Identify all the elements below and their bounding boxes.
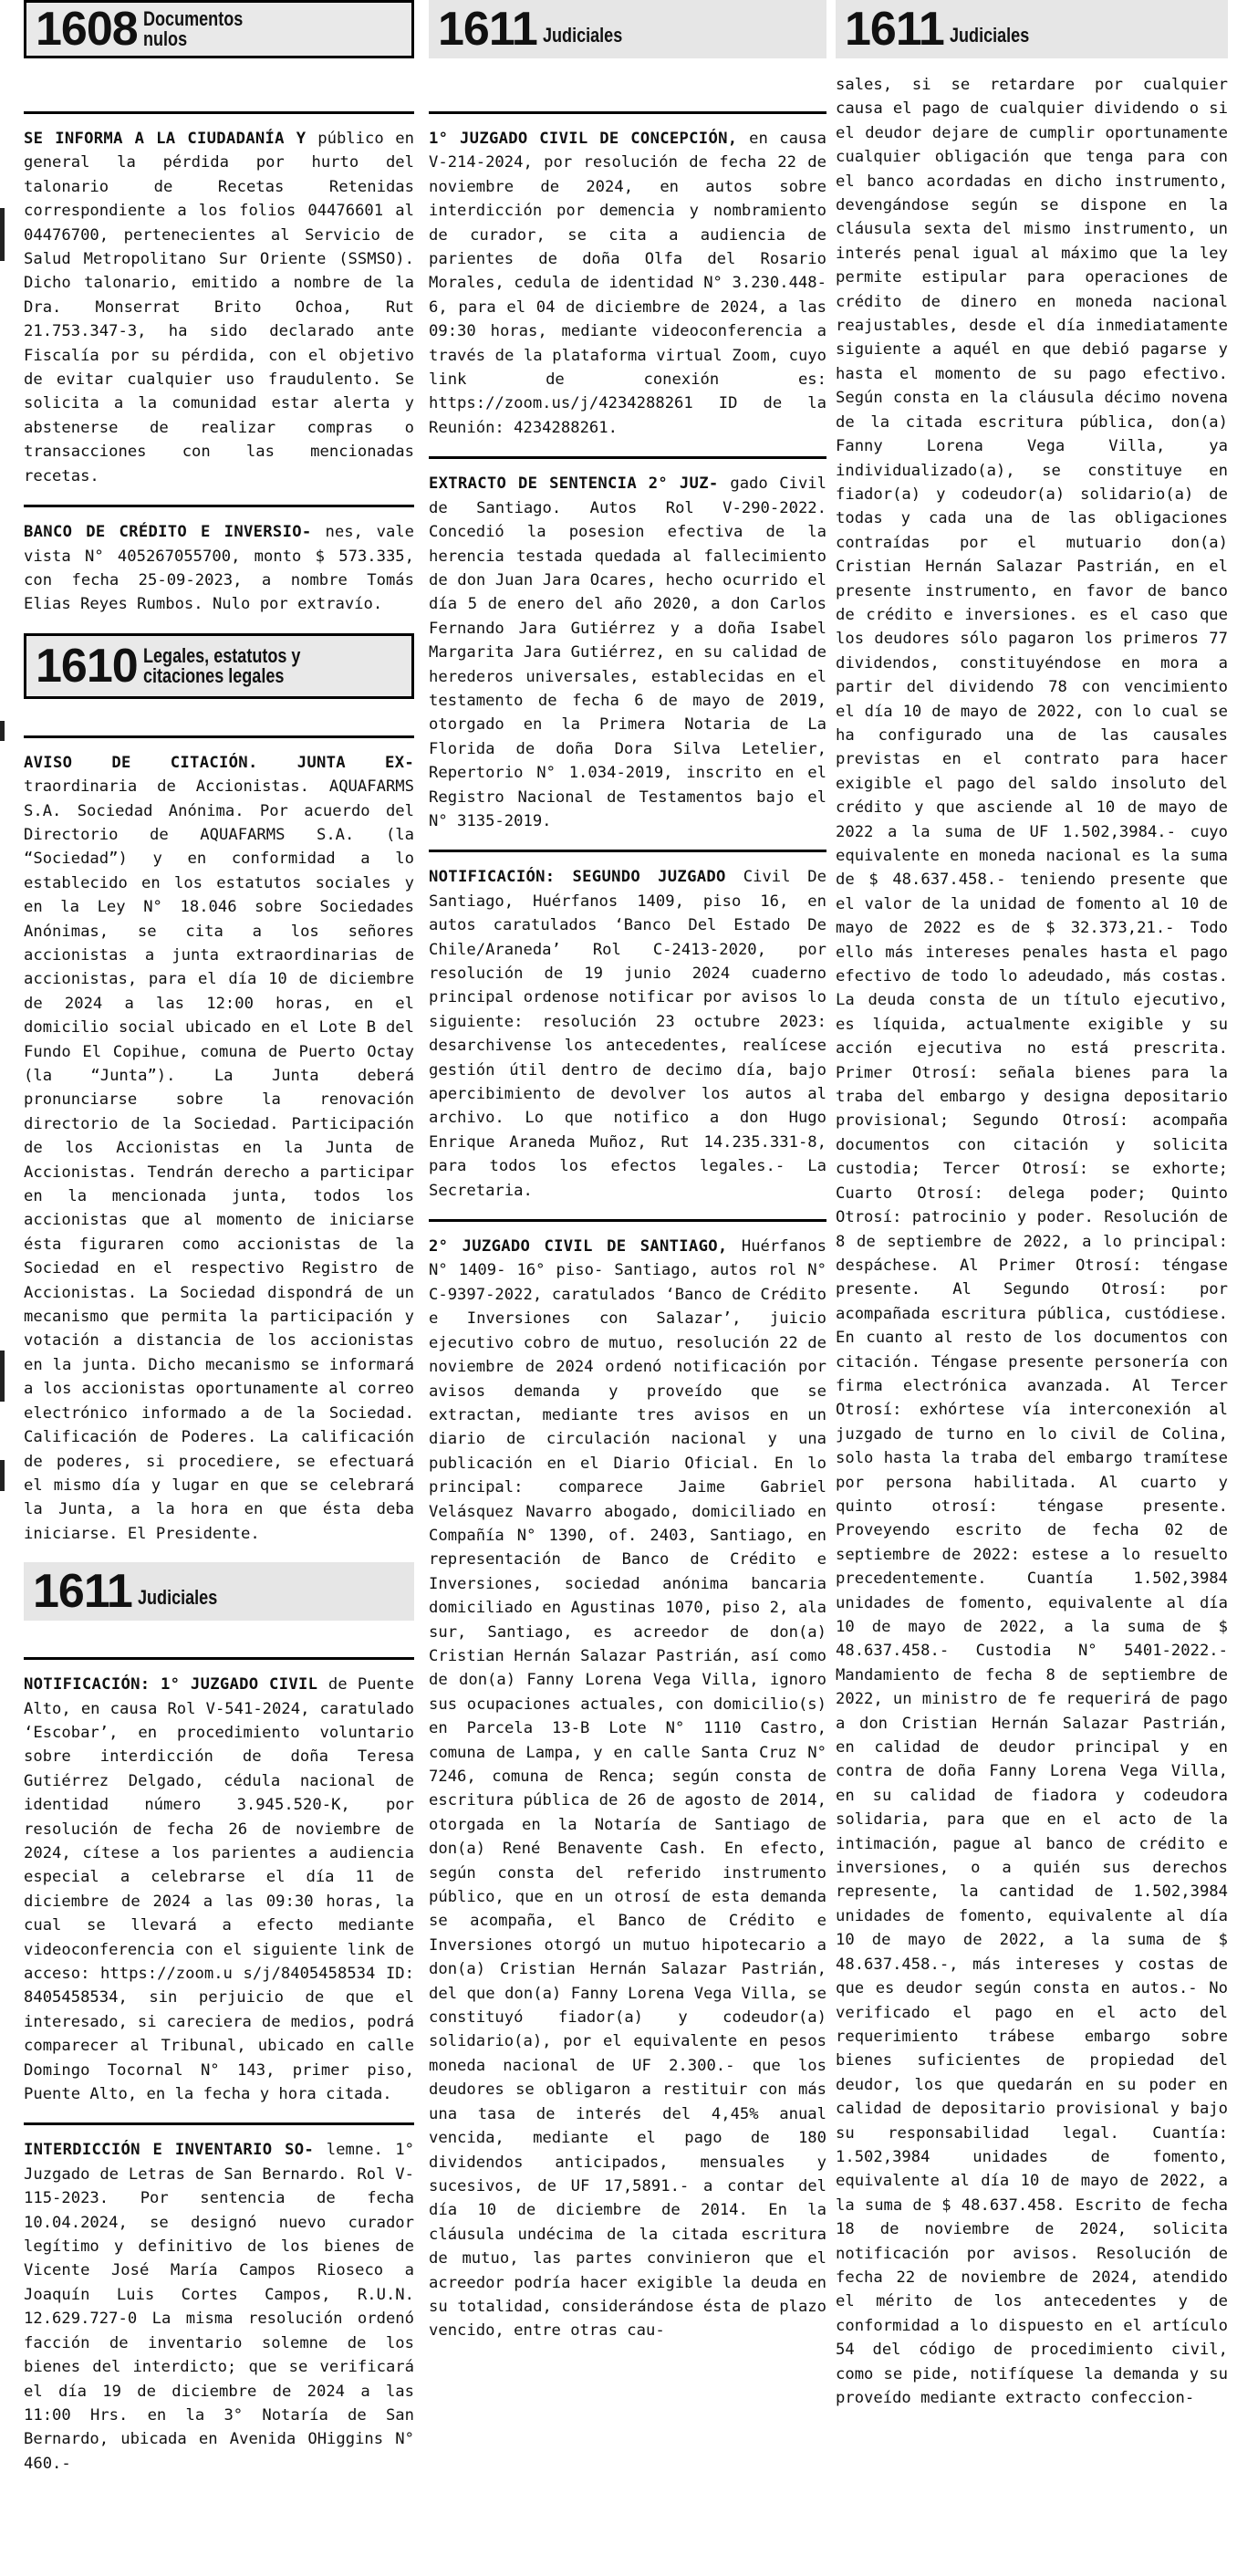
notice-juicio-ejecutivo bbox=[429, 1235, 826, 2343]
notice-bank-voucher bbox=[24, 520, 414, 617]
section-title: Documentos nulos bbox=[142, 7, 243, 50]
section-title: Judiciales bbox=[542, 24, 623, 47]
notice-juicio-ejecutivo-continued bbox=[836, 73, 1228, 2410]
edge-mark bbox=[0, 1351, 5, 1402]
section-number: 1611 bbox=[33, 1565, 132, 1619]
notice-divider bbox=[429, 1219, 826, 1222]
notice-lead: EXTRACTO DE SENTENCIA 2° JUZ- bbox=[429, 475, 731, 494]
notice-body: público en general la pérdida por hurto del talonario de Recetas Retenidas correspondiente a los folios 04476601 al 04476700, pertenecientes al Servicio de Salud Metropolitano Sur Oriente (SSMSO). Dicho talonario, emitido a nombre de la Dra. Monserrat Brito Ochoa, Rut 21.753.347-3, ha sido declarado ante Fiscalía por su pérdida, con el objetivo de evitar cualquier uso fraudulento. Se solicita a la comunidad estar alerta y abstenerse de realizar compras o transacciones con las mencionadas recetas. bbox=[24, 130, 414, 485]
notice-divider bbox=[24, 505, 414, 507]
notice-divider bbox=[429, 456, 826, 459]
column-left bbox=[24, 0, 414, 2576]
notice-lead: SE INFORMA A LA CIUDADANÍA Y bbox=[24, 130, 318, 148]
section-header-1611 bbox=[429, 0, 826, 58]
notice-divider bbox=[24, 111, 414, 114]
notice-concepcion bbox=[429, 127, 826, 440]
edge-mark bbox=[0, 721, 5, 741]
notice-body: sales, si se retardare por cualquier causa el pago de cualquier dividendo o si el deudor dejare de cumplir oportunamente cualquier obligación que tenga para con el banco acordadas en dicho instrumento, devengándose según se dispone en la cláusula sexta del mismo instrumento, un interés penal igual al máximo que la ley permite estipular para operaciones de crédito de dinero en moneda nacional reajustables, desde el día inmediatamente siguiente a aquél en que debió pagarse y hasta el momento de su pago efectivo. Según consta en la cláusula décimo novena de la citada escritura pública, don(a) Fanny Lorena Vega Villa, ya individualizado(a), se constituye en fiador(a) y codeudor(a) solidario(a) de todas y cada una de las obligaciones contraídas por el mutuario don(a) Cristian Hernán Salazar Pastrián, en el presente instrumento, en favor de banco de crédito e inversiones. es el caso que los deudores sólo pagaron los primeros 77 dividendos, constituyéndose en mora a partir del dividendo 78 con vencimiento el día 10 de mayo de 2022, con lo cual se ha configurado una de las causales previstas en el contrato para hacer exigible el pago del saldo insoluto del crédito y que asciende al 10 de mayo de 2022 a la suma de UF 1.502,3984.- cuyo equivalente en moneda nacional es la suma de $ 48.637.458.- teniendo presente que el valor de la unidad de fomento al 10 de mayo de 2022 es de $ 32.373,21.- Todo ello más intereses penales hasta el pago efectivo de todo lo adeudado, más costas. La deuda consta de un título ejecutivo, es líquida, actualmente exigible y su acción ejecutiva no está prescrita. Primer Otrosí: señala bienes para la traba del embargo y designa depositario provisional; Segundo Otrosí: acompaña documentos con citación y solicita custodia; Tercer Otrosí: se exhorte; Cuarto Otrosí: delega poder; Quinto Otrosí: patrocinio y poder. Resolución de 8 de septiembre de 2022, a lo principal: despáchese. Al Primer Otrosí: téngase presente. Al Segundo Otrosí: por acompañada escritura pública, custódiese. En cuanto al resto de los documentos con citación. Téngase presente personería con firma electrónica avanzada. Al Tercer Otrosí: exhórtese vía interconexión al juzgado de turno en lo civil de Colina, solo hasta la traba del embargo tramítese por persona habilitada. Al cuarto y quinto otrosí: téngase presente. Proveyendo escrito de fecha 02 de septiembre de 2022: estese a lo resuelto precedentemente. Cuantía 1.502,3984 unidades de fomento, equivalente al día 10 de mayo de 2022, a la suma de $ 48.637.458.- Custodia N° 5401-2022.- Mandamiento de fecha 8 de septiembre de 2022, un ministro de fe requerirá de pago a don Cristian Hernán Salazar Pastrián, en calidad de deudor principal y en contra de doña Fanny Lorena Vega Villa, en su calidad de fiadora y codeudora solidaria, para que en el acto de la intimación, pague al banco de crédito e inversiones, o a quién sus derechos represente, la cantidad de 1.502,3984 unidades de fomento, equivalente al día 10 de mayo de 2022, a la suma de $ 48.637.458.-, más intereses y costas de que es deudor según consta en autos.- No verificado el pago en el acto del requerimiento trábese embargo sobre bienes suficientes de propiedad del deudor, los que quedarán en su poder en calidad de depositario provisional y bajo su responsabilidad legal. Cuantía: 1.502,3984 unidades de fomento, equivalente al día 10 de mayo de 2022, a la suma de $ 48.637.458. Escrito de fecha 18 de noviembre de 2024, solicita notificación por avisos. Resolución de fecha 22 de noviembre de 2024, atendido el mérito de los antecedentes y de conformidad a lo dispuesto en el artículo 54 del código de procedimiento civil, como se pide, notifíquese la demanda y su proveído mediante extracto confeccion- bbox=[836, 76, 1228, 2407]
edge-mark bbox=[0, 208, 5, 261]
notice-body: traordinaria de Accionistas. AQUAFARMS S.A. Sociedad Anónima. Por acuerdo del Directorio de AQUAFARMS S.A. (la “Sociedad”) y en conformidad a lo establecido en los estatutos sociales y en la Ley N° 18.046 sobre Sociedades Anónimas, se cita a los señores accionistas a junta extraordinarias de accionistas, para el día 10 de diciembre de 2024 a las 12:00 horas, en el domicilio social ubicado en el Lote B del Fundo El Copihue, comuna de Puerto Octay (la “Junta”). La Junta deberá pronunciarse sobre la renovación directorio de la Sociedad. Participación de los Accionistas en la Junta de Accionistas. Tendrán derecho a participar en la mencionada junta, todos los accionistas que al momento de iniciarse ésta figuraren como accionistas de la Sociedad en el respectivo Registro de Accionistas. La Sociedad dispondrá de un mecanismo que permita la participación y votación a distancia de los accionistas en la junta. Dicho mecanismo se informará a los accionistas oportunamente al correo electrónico informado a de la Sociedad. Calificación de Poderes. La calificación de poderes, si procediere, se efectuará el mismo día y lugar en que se celebrará la Junta, a la hora en que ésta deba iniciarse. El Presidente. bbox=[24, 777, 414, 1543]
section-number: 1608 bbox=[36, 3, 138, 56]
section-number: 1611 bbox=[845, 3, 944, 56]
column-middle bbox=[429, 0, 826, 2576]
section-title: Judiciales bbox=[137, 1586, 218, 1610]
notice-interdiccion bbox=[24, 2138, 414, 2476]
section-title: Legales, estatutos y citaciones legales bbox=[142, 643, 301, 687]
notice-body: de Puente Alto, en causa Rol V-541-2024, caratulado ‘Escobar’, en procedimiento voluntario sobre interdicción de doña Teresa Gutiérrez Delgado, cédula nacional de identidad número 3.945.520-K, por resolución de fecha 26 de noviembre de 2024, cítese a los parientes a audiencia especial a celebrarse el día 11 de diciembre de 2024 a las 09:30 horas, la cual se llevará a efecto mediante videoconferencia con el siguiente link de acceso: https://zoom.u s/j/8405458534 ID: 8405458534, sin perjuicio de que el interesado, si careciera de medios, podrá comparecer al Tribunal, ubicado en calle Domingo Tocornal N° 143, primer piso, Puente Alto, en la fecha y hora citada. bbox=[24, 1675, 414, 2104]
edge-mark bbox=[0, 1460, 5, 1491]
notice-lead: INTERDICCIÓN E INVENTARIO SO- bbox=[24, 2141, 327, 2160]
notice-lost-prescriptions bbox=[24, 127, 414, 488]
notice-extracto-sentencia bbox=[429, 472, 826, 833]
notice-body: en causa V-214-2024, por resolución de fecha 22 de noviembre de 2024, en autos sobre interdicción por demencia y nombramiento de curador, se cita a audiencia de parientes de doña Olfa del Rosario Morales, cedula de identidad N° 3.230.448-6, para el 04 de diciembre de 2024, a las 09:30 horas, mediante videoconferencia a través de la plataforma virtual Zoom, cuyo link de conexión es: https://zoom.us/j/4234288261 ID de la Reunión: 4234288261. bbox=[429, 130, 826, 437]
section-number: 1610 bbox=[36, 639, 138, 693]
notice-lead: NOTIFICACIÓN: 1° JUZGADO CIVIL bbox=[24, 1675, 328, 1695]
notice-body: Huérfanos N° 1409- 16° piso- Santiago, autos rol N° C-9397-2022, caratulados ‘Banco de Crédito e Inversiones con Salazar’, juicio ejecutivo cobro de mutuo, resolución 22 de noviembre de 2024 ordenó notificación por avisos demanda y proveído que se extractan, mediante tres avisos en un diario de circulación nacional y una publicación en el Diario Oficial. En lo principal: comparece Jaime Gabriel Velásquez Navarro abogado, domiciliado en Compañía N° 1390, of. 2403, Santiago, en representación de Banco de Crédito e Inversiones, sociedad anónima bancaria domiciliado en Agustinas 1070, piso 2, ala sur, Santiago, es acreedor de don(a) Cristian Hernán Salazar Pastrián, así como de don(a) Fanny Lorena Vega Villa, ignoro sus ocupaciones actuales, con domicilio(s) en Parcela 13-B Lote N° 1110 Castro, comuna de Lampa, y en calle Santa Cruz N° 7246, comuna de Renca; según consta de escritura pública de 26 de agosto de 2014, otorgada en la Notaría de Santiago de don(a) René Benavente Cash. En efecto, según consta del referido instrumento público, que en un otrosí de esta demanda se acompaña, el Banco de Crédito e Inversiones otorgó un mutuo hipotecario a don(a) Cristian Hernán Salazar Pastrián, del que don(a) Fanny Lorena Vega Villa, se constituyó fiador(a) y codeudor(a) solidario(a), por el equivalente en pesos moneda nacional de UF 2.300.- que los deudores se obligaron a restituir con más una tasa de interés del 4,45% anual vencida, mediante el pago de 180 dividendos anticipados, mensuales y sucesivos, de UF 17,5891.- a contar del día 10 de diciembre de 2014. En la cláusula undécima de la citada escritura de mutuo, las partes convinieron que el acreedor podría hacer exigible la deuda en su totalidad, considerándose ésta de plazo vencido, entre otras cau- bbox=[429, 1237, 826, 2341]
section-header-1610 bbox=[24, 633, 414, 699]
notice-body: gado Civil de Santiago. Autos Rol V-290-2022. Concedió la posesion efectiva de la herencia testada quedada al fallecimiento de don Juan Jara Ocares, hecho ocurrido el día 5 de enero del año 2020, a don Carlos Fernando Jara Gutiérrez y a doña Isabel Margarita Jara Gutiérrez, en su calidad de herederos universales, establecidas en el testamento de fecha 6 de mayo de 2019, otorgado en la Primera Notaria de La Florida de doña Dora Silva Letelier, Repertorio N° 1.034-2019, inscrito en el Registro Nacional de Testamentos bajo el N° 3135-2019. bbox=[429, 475, 827, 830]
notice-divider bbox=[429, 111, 826, 114]
notice-divider bbox=[24, 2122, 414, 2125]
notice-body: Civil De Santiago, Huérfanos 1409, piso 16, en autos caratulados ‘Banco Del Estado De Chile/Araneda’ Rol C-2413-2020, por resolución de 19 junio 2024 cuaderno principal ordenose notificar por avisos lo siguiente: resolución 23 octubre 2023: desarchivense los antecedentes, realícese gestión útil dentro de decimo día, bajo apercibimiento de devolver los autos al archivo. Lo que notifico a don Hugo Enrique Araneda Muñoz, Rut 14.235.331-8, para todos los efectos legales.- La Secretaria. bbox=[429, 868, 826, 1200]
section-header-1611 bbox=[836, 0, 1228, 58]
notice-body: nes, vale vista N° 405267055700, monto $ 573.335, con fecha 25-09-2023, a nombre Tomás Elias Reyes Rumbos. Nulo por extravío. bbox=[24, 523, 414, 614]
section-title: Judiciales bbox=[949, 24, 1030, 47]
section-number: 1611 bbox=[438, 3, 537, 56]
section-header-1611 bbox=[24, 1562, 414, 1621]
notice-lead: 2° JUZGADO CIVIL DE SANTIAGO, bbox=[429, 1237, 742, 1257]
notice-lead: AVISO DE CITACIÓN. JUNTA EX- bbox=[24, 753, 414, 772]
notice-puente-alto bbox=[24, 1673, 414, 2106]
notice-segundo-juzgado bbox=[429, 865, 826, 1203]
section-header-1608 bbox=[24, 0, 414, 58]
notice-lead: 1° JUZGADO CIVIL DE CONCEPCIÓN, bbox=[429, 130, 750, 148]
notice-body: lemne. 1° Juzgado de Letras de San Bernardo. Rol V-115-2023. Por sentencia de fecha 10.04.2024, se designó nuevo curador legítimo y definitivo de los bienes de Vicente José María Campos Rioseco a Joaquín Luis Cortes Campos, R.U.N. 12.629.727-0 La misma resolución ordenó facción de inventario solemne de los bienes del interdicto; que se verificará el día 19 de diciembre de 2024 a las 11:00 Hrs. en la 3° Notaría de San Bernardo, ubicada en Avenida OHiggins N° 460.- bbox=[24, 2141, 414, 2473]
column-right bbox=[836, 0, 1228, 2576]
notice-shareholders-meeting bbox=[24, 751, 414, 1546]
notice-lead: BANCO DE CRÉDITO E INVERSIO- bbox=[24, 523, 326, 542]
notice-divider bbox=[24, 1657, 414, 1660]
notice-divider bbox=[24, 735, 414, 738]
notice-divider bbox=[429, 850, 826, 852]
notice-lead: NOTIFICACIÓN: SEGUNDO JUZGADO bbox=[429, 868, 743, 887]
